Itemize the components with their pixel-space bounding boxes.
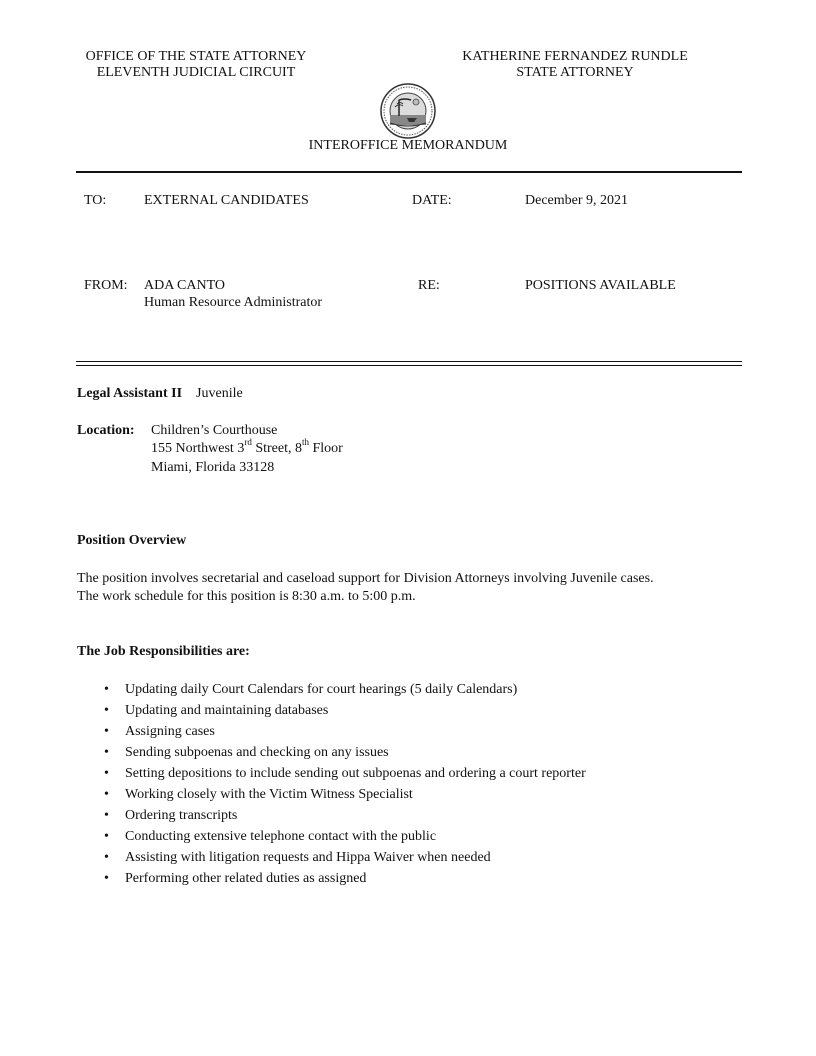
from-label: FROM: bbox=[84, 278, 128, 293]
position-heading bbox=[77, 386, 243, 402]
list-item bbox=[104, 829, 586, 850]
list-item-text: Working closely with the Victim Witness Specialist bbox=[125, 787, 413, 802]
attorney-name: KATHERINE FERNANDEZ RUNDLE bbox=[462, 49, 688, 64]
overview-text-line1: The position involves secretarial and caseload support for Division Attorneys involving Juvenile cases. bbox=[77, 571, 654, 586]
overview-heading: Position Overview bbox=[77, 533, 187, 548]
list-item bbox=[104, 850, 586, 871]
list-item-text: Updating daily Court Calendars for court hearings (5 daily Calendars) bbox=[125, 682, 518, 697]
location-city: Miami, Florida 33128 bbox=[151, 460, 275, 475]
location-address bbox=[151, 437, 343, 457]
memo-title: INTEROFFICE MEMORANDUM bbox=[308, 138, 508, 153]
location-building: Children’s Courthouse bbox=[151, 423, 278, 438]
overview-text-line2: The work schedule for this position is 8:30 a.m. to 5:00 p.m. bbox=[77, 589, 416, 604]
list-item bbox=[104, 808, 586, 829]
list-item-text: Assigning cases bbox=[125, 724, 215, 739]
list-item bbox=[104, 745, 586, 766]
responsibilities-heading: The Job Responsibilities are: bbox=[77, 644, 250, 659]
location-label: Location: bbox=[77, 423, 135, 438]
list-item bbox=[104, 871, 586, 892]
address-end: Floor bbox=[309, 441, 343, 456]
responsibilities-list bbox=[104, 682, 586, 892]
from-value: ADA CANTO bbox=[144, 278, 226, 293]
list-item bbox=[104, 703, 586, 724]
list-item-text: Performing other related duties as assigned bbox=[125, 871, 367, 886]
bullet-icon: • bbox=[104, 724, 109, 739]
address-ordinal-1: rd bbox=[244, 437, 252, 448]
address-ordinal-2: th bbox=[301, 437, 309, 448]
date-value: December 9, 2021 bbox=[525, 193, 629, 208]
list-item-text: Conducting extensive telephone contact with the public bbox=[125, 829, 437, 844]
attorney-title: STATE ATTORNEY bbox=[516, 65, 634, 80]
office-name: OFFICE OF THE STATE ATTORNEY bbox=[85, 49, 307, 64]
list-item-text: Updating and maintaining databases bbox=[125, 703, 329, 718]
list-item-text: Sending subpoenas and checking on any issues bbox=[125, 745, 389, 760]
state-seal-icon bbox=[379, 82, 437, 140]
address-mid: Street, 8 bbox=[251, 441, 302, 456]
list-item bbox=[104, 787, 586, 808]
bullet-icon: • bbox=[104, 850, 109, 865]
bullet-icon: • bbox=[104, 703, 109, 718]
bottom-double-divider bbox=[76, 361, 742, 366]
to-value: EXTERNAL CANDIDATES bbox=[144, 193, 309, 208]
to-label: TO: bbox=[84, 193, 107, 208]
list-item-text: Assisting with litigation requests and Hippa Waiver when needed bbox=[125, 850, 491, 865]
position-division: Juvenile bbox=[196, 386, 243, 401]
list-item bbox=[104, 682, 586, 703]
office-header bbox=[76, 49, 316, 81]
bullet-icon: • bbox=[104, 682, 109, 697]
list-item-text: Setting depositions to include sending out subpoenas and ordering a court reporter bbox=[125, 766, 586, 781]
re-value: POSITIONS AVAILABLE bbox=[525, 278, 676, 293]
circuit-name: ELEVENTH JUDICIAL CIRCUIT bbox=[96, 65, 296, 80]
list-item-text: Ordering transcripts bbox=[125, 808, 238, 823]
bullet-icon: • bbox=[104, 745, 109, 760]
list-item bbox=[104, 766, 586, 787]
top-divider bbox=[76, 171, 742, 173]
address-number: 155 Northwest 3 bbox=[151, 441, 245, 456]
bullet-icon: • bbox=[104, 787, 109, 802]
bullet-icon: • bbox=[104, 808, 109, 823]
bullet-icon: • bbox=[104, 829, 109, 844]
date-label: DATE: bbox=[412, 193, 452, 208]
bullet-icon: • bbox=[104, 766, 109, 781]
attorney-header bbox=[452, 49, 698, 81]
position-title: Legal Assistant II bbox=[77, 386, 183, 401]
from-title: Human Resource Administrator bbox=[144, 295, 323, 310]
bullet-icon: • bbox=[104, 871, 109, 886]
re-label: RE: bbox=[418, 278, 440, 293]
list-item bbox=[104, 724, 586, 745]
